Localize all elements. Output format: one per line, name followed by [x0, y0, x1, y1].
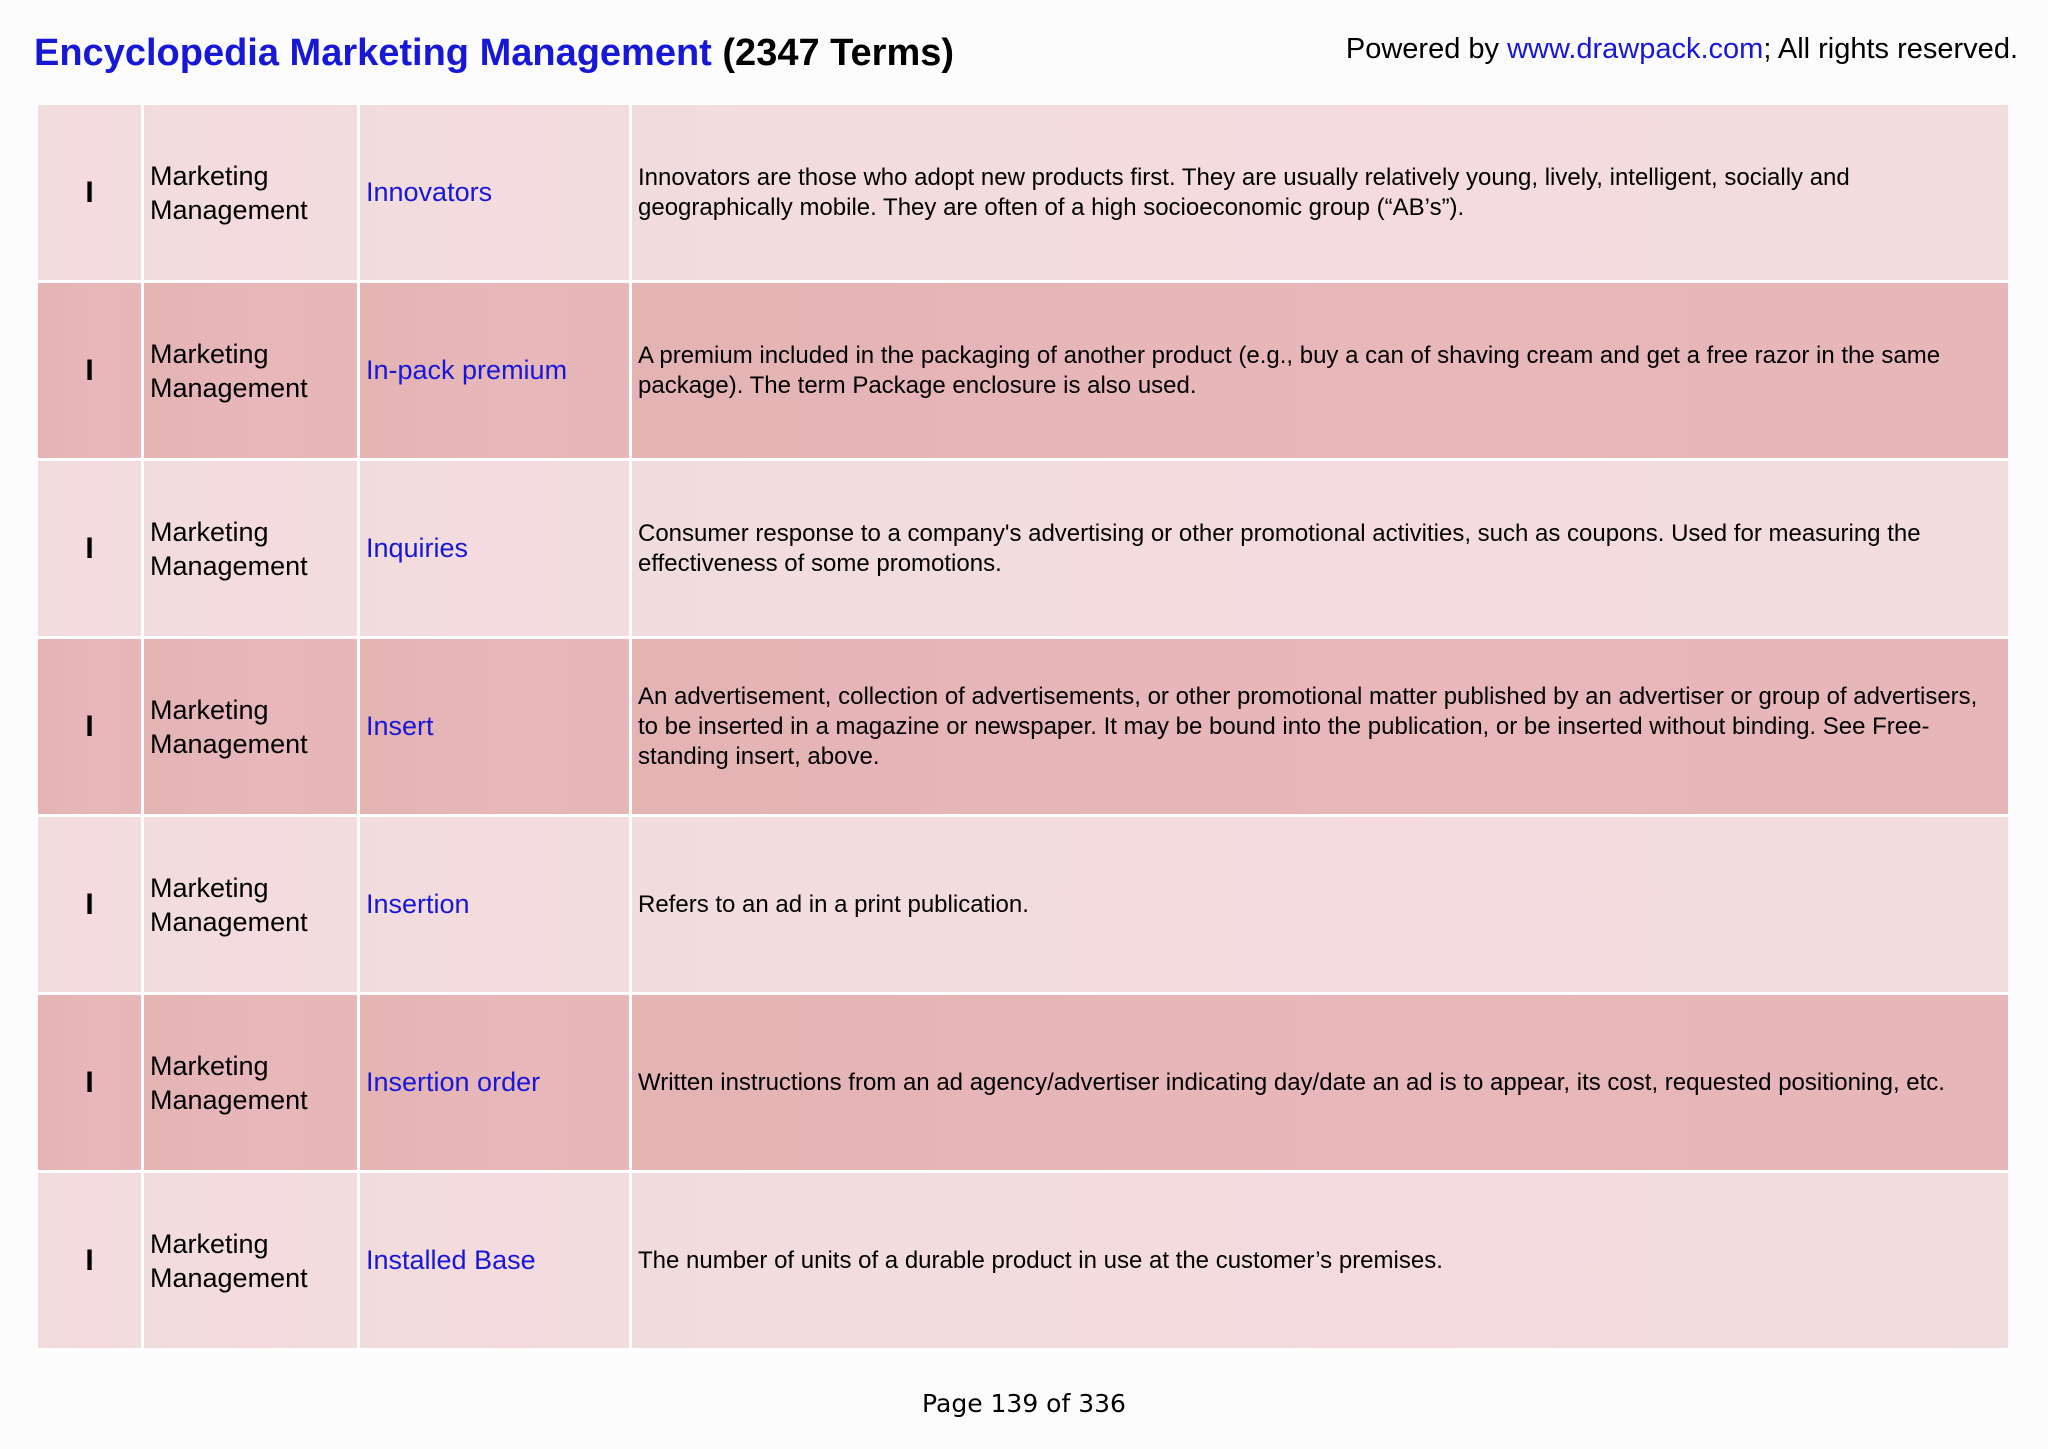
title-main: Encyclopedia Marketing Management [34, 32, 712, 74]
term-link[interactable]: Installed Base [360, 1173, 632, 1351]
category-cell: Marketing Management [144, 995, 360, 1173]
letter-cell: I [38, 1173, 144, 1351]
definition-cell: Written instructions from an ad agency/advertiser indicating day/date an ad is to appear, its cost, requested positioning, etc. [632, 995, 2008, 1173]
category-cell: Marketing Management [144, 817, 360, 995]
drawpack-link[interactable]: www.drawpack.com [1507, 33, 1764, 65]
definition-cell: Refers to an ad in a print publication. [632, 817, 2008, 995]
letter-cell: I [38, 283, 144, 461]
term-link[interactable]: Insertion order [360, 995, 632, 1173]
definition-cell: Consumer response to a company's advertising or other promotional activities, such as coupons. Used for measuring the effectiveness of some promotions. [632, 461, 2008, 639]
table-row [38, 283, 2008, 461]
definition-cell: The number of units of a durable product in use at the customer’s premises. [632, 1173, 2008, 1351]
page-title [34, 28, 954, 78]
term-link[interactable]: Insert [360, 639, 632, 817]
category-cell: Marketing Management [144, 1173, 360, 1351]
letter-cell: I [38, 995, 144, 1173]
powered-suffix: ; All rights reserved. [1763, 33, 2018, 65]
letter-cell: I [38, 105, 144, 283]
table-row [38, 995, 2008, 1173]
table-row [38, 1173, 2008, 1351]
definition-cell: Innovators are those who adopt new products first. They are usually relatively young, lively, intelligent, socially and geographically mobile. They are often of a high socioeconomic group (“AB’s”). [632, 105, 2008, 283]
letter-cell: I [38, 461, 144, 639]
page-header [34, 28, 2018, 88]
term-link[interactable]: Inquiries [360, 461, 632, 639]
letter-cell: I [38, 817, 144, 995]
table-row [38, 461, 2008, 639]
powered-prefix: Powered by [1345, 33, 1508, 65]
powered-by [1346, 28, 2018, 70]
table-row [38, 639, 2008, 817]
category-cell: Marketing Management [144, 639, 360, 817]
term-link[interactable]: In-pack premium [360, 283, 632, 461]
term-link[interactable]: Innovators [360, 105, 632, 283]
definition-cell: An advertisement, collection of advertisements, or other promotional matter published by an advertiser or group of advertisers, to be inserted in a magazine or newspaper. It may be bound into the publication, or be inserted without binding. See Free-standing insert, above. [632, 639, 2008, 817]
definition-cell: A premium included in the packaging of another product (e.g., buy a can of shaving cream and get a free razor in the same package). The term Package enclosure is also used. [632, 283, 2008, 461]
category-cell: Marketing Management [144, 461, 360, 639]
title-term-count: (2347 Terms) [722, 32, 955, 74]
category-cell: Marketing Management [144, 105, 360, 283]
term-link[interactable]: Insertion [360, 817, 632, 995]
page-number: Page 139 of 336 [922, 1389, 1126, 1418]
table-row [38, 817, 2008, 995]
category-cell: Marketing Management [144, 283, 360, 461]
letter-cell: I [38, 639, 144, 817]
terms-table [38, 105, 2008, 1351]
table-row [38, 105, 2008, 283]
